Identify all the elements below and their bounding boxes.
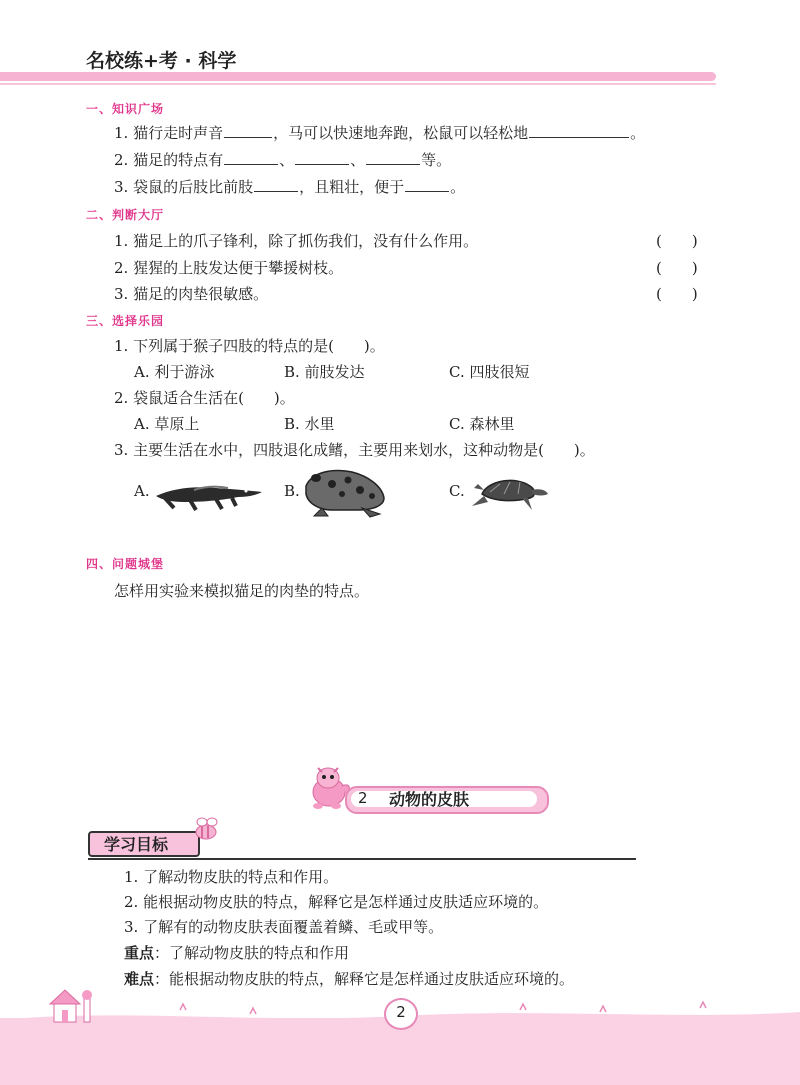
choice-q1-c[interactable]: C. 四肢很短 [449, 363, 530, 381]
q3-text-a: 3. 袋鼠的后肢比前肢 [114, 178, 254, 196]
goal-item-3: 3. 了解有的动物皮肤表面覆盖着鳞、毛或甲等。 [124, 918, 444, 936]
choice-q3-stem: 3. 主要生活在水中，四肢退化成鳍，主要用来划水，这种动物是( )。 [114, 441, 595, 459]
q2-text-a: 2. 猫足的特点有 [114, 151, 224, 169]
choice-q1-stem: 1. 下列属于猴子四肢的特点的是( )。 [114, 337, 385, 355]
choice-q2-stem: 2. 袋鼠适合生活在( )。 [114, 389, 295, 407]
q1-fill [114, 122, 645, 143]
header-bar [0, 72, 716, 81]
section-heading-question: 四、问题城堡 [86, 557, 165, 571]
turtle-image [470, 472, 550, 512]
judge-item-1: 1. 猫足上的爪子锋利，除了抓伤我们，没有什么作用。 [114, 232, 479, 250]
lesson-number: 2 [358, 789, 368, 807]
q1-text-c: 。 [630, 124, 646, 142]
q1-text-a: 1. 猫行走时声音 [114, 124, 224, 142]
crocodile-image [154, 472, 264, 512]
goal-label: 学习目标 [104, 835, 169, 854]
choice-q1-b[interactable]: B. 前肢发达 [284, 363, 365, 381]
choice-q2-c[interactable]: C. 森林里 [449, 415, 515, 433]
q3-text-c: 。 [450, 178, 466, 196]
judge-answer-1[interactable]: ( ) [656, 232, 698, 250]
section-heading-knowledge: 一、知识广场 [86, 102, 165, 116]
choice-q2-a[interactable]: A. 草原上 [134, 415, 200, 433]
choice-q3-a[interactable]: A. [134, 482, 150, 500]
q1-text-b: ，马可以快速地奔跑，松鼠可以轻松地 [273, 124, 529, 142]
page-number: 2 [396, 1003, 406, 1021]
q2-text-d: 等。 [421, 151, 452, 169]
diff-label: 难点 [124, 970, 155, 988]
key-text: ：了解动物皮肤的特点和作用 [154, 944, 350, 962]
judge-item-2: 2. 猩猩的上肢发达便于攀援树枝。 [114, 259, 344, 277]
judge-item-3: 3. 猫足的肉垫很敏感。 [114, 285, 269, 303]
blank[interactable] [405, 177, 449, 192]
book-title: 名校练+考 · 科学 [86, 50, 237, 72]
section-heading-judge: 二、判断大厅 [86, 208, 165, 222]
blank[interactable] [529, 123, 629, 138]
key-label: 重点 [124, 944, 155, 962]
blank[interactable] [254, 177, 298, 192]
choice-q3-b[interactable]: B. [284, 482, 300, 500]
blank[interactable] [224, 150, 278, 165]
q2-fill [114, 149, 451, 170]
diff-text: ：能根据动物皮肤的特点，解释它是怎样通过皮肤适应环境的。 [154, 970, 575, 988]
blank[interactable] [366, 150, 420, 165]
goal-underline [88, 858, 636, 860]
choice-q2-b[interactable]: B. 水里 [284, 415, 335, 433]
choice-q3-c[interactable]: C. [449, 482, 465, 500]
house-icon [40, 986, 104, 1026]
goal-item-2: 2. 能根据动物皮肤的特点，解释它是怎样通过皮肤适应环境的。 [124, 893, 549, 911]
q2-text-b: 、 [279, 151, 295, 169]
section-heading-choice: 三、选择乐园 [86, 314, 165, 328]
blank[interactable] [224, 123, 272, 138]
header-bar-line [0, 83, 716, 85]
frog-image [302, 464, 388, 518]
judge-answer-3[interactable]: ( ) [656, 285, 698, 303]
key-point [124, 942, 349, 963]
choice-q1-a[interactable]: A. 利于游泳 [134, 363, 215, 381]
blank[interactable] [295, 150, 349, 165]
lesson-title: 动物的皮肤 [389, 790, 470, 809]
open-question: 怎样用实验来模拟猫足的肉垫的特点。 [114, 582, 370, 600]
q3-fill [114, 176, 465, 197]
bee-icon [190, 814, 222, 842]
q3-text-b: ，且粗壮，便于 [299, 178, 405, 196]
goal-item-1: 1. 了解动物皮肤的特点和作用。 [124, 868, 339, 886]
q2-text-c: 、 [350, 151, 366, 169]
judge-answer-2[interactable]: ( ) [656, 259, 698, 277]
difficult-point [124, 968, 574, 989]
